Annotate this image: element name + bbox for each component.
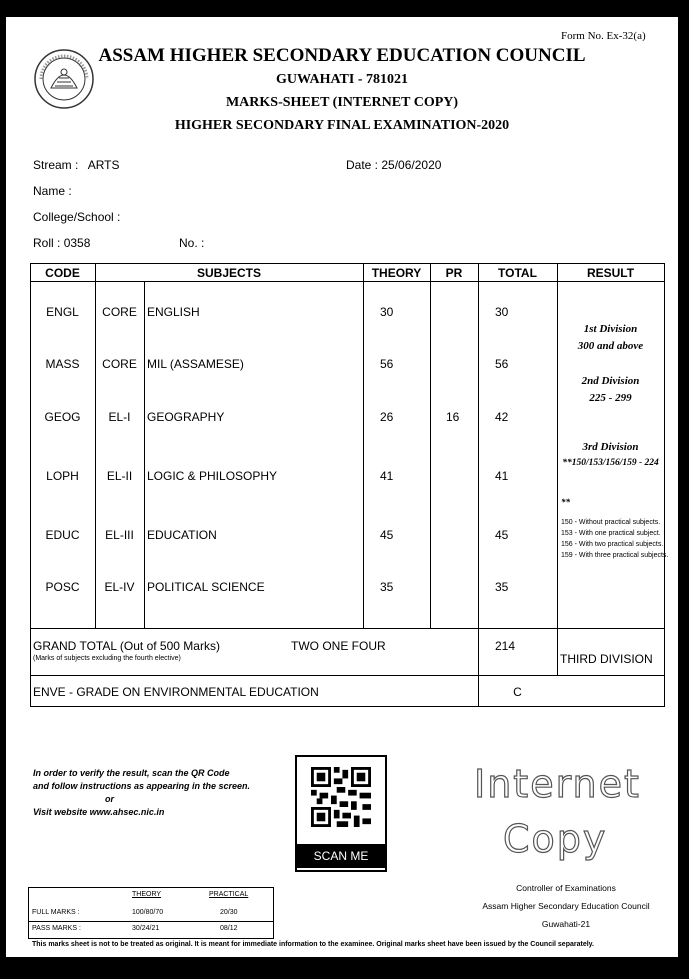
qr-code-icon[interactable] [311,767,371,827]
subject-code: LOPH [46,469,79,483]
subject-name: POLITICAL SCIENCE [147,580,265,594]
total-marks: 30 [495,305,509,319]
verify-line-3: Visit website www.ahsec.nic.in [33,807,165,817]
name-label: Name : [33,184,72,198]
subject-type: CORE [102,305,137,319]
controller-line-1: Controller of Examinations [516,883,616,893]
subject-code: EDUC [45,528,80,542]
first-division: 1st Division [583,323,638,335]
practical-marks: 16 [446,410,460,424]
division-result: THIRD DIVISION [560,652,653,666]
header-pr: PR [445,266,463,280]
sheet-type: MARKS-SHEET (INTERNET COPY) [225,95,459,110]
theory-marks: 26 [380,410,394,424]
verify-or: or [105,794,114,804]
theory-label: THEORY [132,891,162,898]
subject-name: LOGIC & PHILOSOPHY [147,469,278,483]
roll-row [33,236,90,250]
full-pass-marks-box [28,887,274,939]
exam-title: HIGHER SECONDARY FINAL EXAMINATION-2020 [174,118,510,133]
full-marks-practical: 20/30 [220,909,238,916]
controller-line-3: Guwahati-21 [541,919,591,929]
grand-total-value: 214 [495,639,516,653]
pass-marks-practical: 08/12 [220,925,238,932]
total-marks: 35 [495,580,509,594]
total-marks: 56 [495,357,509,371]
pass-marks-label: PASS MARKS : [32,925,81,932]
subject-name: GEOGRAPHY [147,410,225,424]
theory-marks: 45 [380,528,394,542]
footnote-150: 150 - Without practical subjects. [561,519,661,526]
date-label: Date : [346,158,379,172]
subject-type: CORE [102,357,137,371]
marks-sheet [6,17,678,957]
stream-label: Stream : [33,158,79,172]
subject-code: MASS [45,357,80,371]
watermark-line-1: Internet [474,762,641,806]
footnote-156: 156 - With two practical subjects. [561,541,664,548]
roll-value: 0358 [63,236,91,250]
roll-label: Roll : [33,236,61,250]
stream-row [33,158,120,172]
full-marks-theory: 100/80/70 [132,909,164,916]
subject-type: EL-IV [104,580,135,594]
first-division-range: 300 and above [577,340,644,352]
header-result: RESULT [586,266,635,280]
controller-line-2: Assam Higher Secondary Education Council [482,901,650,911]
pass-marks-theory: 30/24/21 [132,925,160,932]
stream-value: ARTS [87,158,120,172]
controller-signature [456,883,676,929]
footnote-star: ** [561,497,570,507]
subject-name: EDUCATION [147,528,217,542]
council-title: ASSAM HIGHER SECONDARY EDUCATION COUNCIL [98,45,586,66]
theory-marks: 35 [380,580,394,594]
total-marks: 41 [495,469,509,483]
practical-label: PRACTICAL [209,891,249,898]
grand-total-label: GRAND TOTAL (Out of 500 Marks) [33,639,220,653]
watermark-line-2: Copy [503,817,608,861]
header-code: CODE [45,266,80,280]
enve-grade: C [513,685,522,699]
header-theory: THEORY [371,266,422,280]
verify-line-2: and follow instructions as appearing in the screen. [33,781,251,791]
third-division: 3rd Division [582,441,639,453]
subject-type: EL-I [108,410,131,424]
subject-code: ENGL [46,305,79,319]
date-value: 25/06/2020 [381,158,442,172]
theory-marks: 41 [380,469,394,483]
scan-me-button[interactable]: SCAN ME [297,844,385,868]
verify-line-1: In order to verify the result, scan the QR Code [33,768,230,778]
full-marks-label: FULL MARKS : [32,909,80,916]
subject-name: ENGLISH [147,305,200,319]
subject-type: EL-II [106,469,133,483]
theory-marks: 56 [380,357,394,371]
subject-code: POSC [45,580,80,594]
subject-type: EL-III [105,528,134,542]
total-marks: 45 [495,528,509,542]
third-division-range: **150/153/156/159 - 224 [562,458,659,468]
footnote-153: 153 - With one practical subject. [561,530,661,537]
no-label: No. : [179,236,205,250]
college-label: College/School : [33,210,121,224]
theory-marks: 30 [380,305,394,319]
council-city: GUWAHATI - 781021 [276,72,408,87]
disclaimer: This marks sheet is not to be treated as original. It is meant for immediate information to the examinee. Original marks sheet have been issued by the Council separately. [32,941,594,948]
subject-name: MIL (ASSAMESE) [147,357,244,371]
header-subjects: SUBJECTS [196,266,261,280]
grand-total-words: TWO ONE FOUR [291,639,386,653]
subject-code: GEOG [44,410,81,424]
header-total: TOTAL [498,266,537,280]
date-row [346,158,441,172]
grand-total-note: (Marks of subjects excluding the fourth elective) [33,655,181,662]
total-marks: 42 [495,410,509,424]
form-number: Form No. Ex-32(a) [561,30,646,42]
second-division: 2nd Division [581,375,640,387]
second-division-range: 225 - 299 [589,392,632,404]
enve-label: ENVE - GRADE ON ENVIRONMENTAL EDUCATION [33,685,319,699]
footnote-159: 159 - With three practical subjects. [561,552,669,559]
